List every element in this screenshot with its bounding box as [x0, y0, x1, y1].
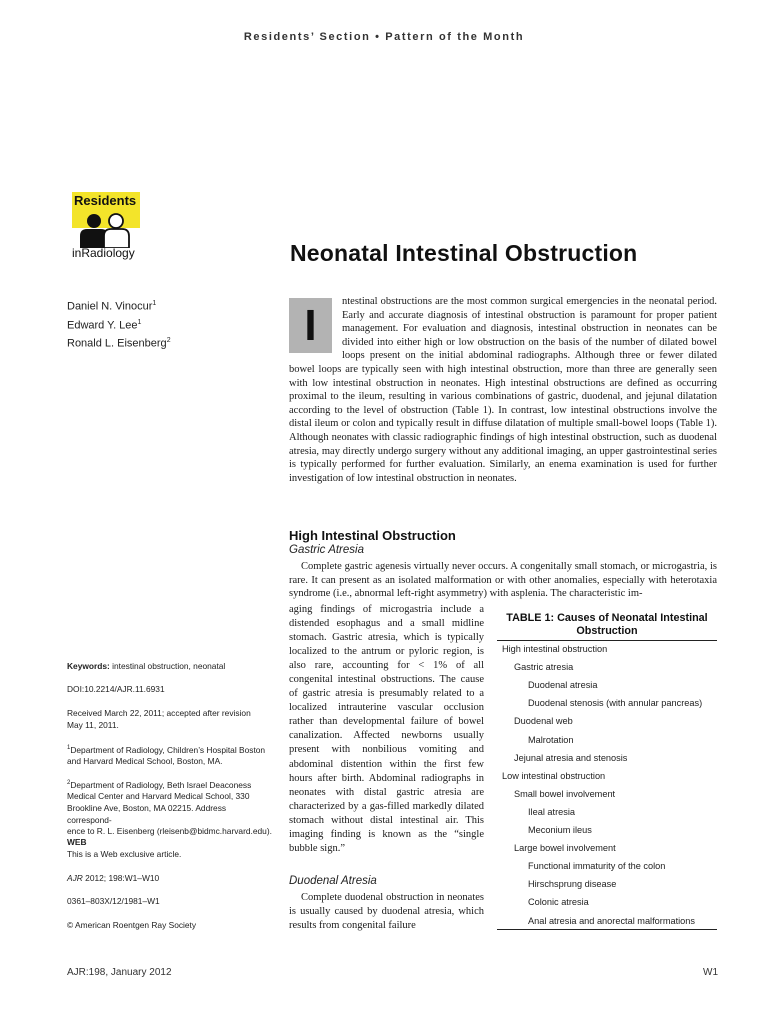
section-heading: High Intestinal Obstruction: [289, 528, 456, 543]
page-number: W1: [703, 967, 718, 978]
doi: DOI:10.2214/AJR.11.6931: [67, 684, 165, 694]
table-row: Anal atresia and anorectal malformations: [528, 915, 695, 926]
table-row: Small bowel involvement: [514, 788, 616, 799]
table-row: Low intestinal obstruction: [502, 770, 606, 781]
gastric-paragraph-continued: aging findings of microgastria include a distended esophagus and a small midline stomach. Gastric atresia, which is typically localized to the antrum or pyloric region, is also rare, accounting for < 1% of all congenital intestinal obstructions. The cause of gastric atresia is presumably related to a localized intrauterine vascular occlusion rather than developmental failure of bowel canalization. Affected newborns usually present with nonbilious vomiting and abdominal distention within the first few hours after birth. Abdominal radiographs in neonates with distal gastric atresia are characterized by a gas-filled markedly dilated stomach without distal intestinal air. This imaging finding is known as the “single bubble sign.”: [289, 604, 484, 854]
copyright: © American Roentgen Ray Society: [67, 920, 197, 930]
table-row: Hirschsprung disease: [528, 879, 617, 890]
table-row: Colonic atresia: [528, 897, 589, 908]
keywords: Keywords: intestinal obstruction, neonatal: [67, 661, 226, 671]
author: Ronald L. Eisenberg$^2$: [67, 337, 171, 350]
table-row: Jejunal atresia and stenosis: [514, 752, 628, 763]
table-bottom-rule: [497, 929, 717, 930]
author: Daniel N. Vinocur$^1$: [67, 300, 157, 313]
logo-bottom-text: inRadiology: [72, 246, 135, 260]
affiliation-1: $^1$Department of Radiology, Children’s Hospital Boston and Harvard Medical School, Boston, MA.: [67, 744, 266, 767]
running-header: Residents’ Section • Pattern of the Month: [243, 31, 525, 43]
citation: AJR 2012; 198:W1–W10: [67, 873, 160, 883]
table-row: Duodenal atresia: [528, 680, 598, 691]
table-row: Malrotation: [528, 734, 574, 745]
footer-journal: AJR:198, January 2012: [67, 967, 172, 978]
table-row: Duodenal stenosis (with annular pancreas): [528, 698, 703, 709]
received-dates: Received March 22, 2011; accepted after revision May 11, 2011.: [67, 708, 251, 730]
author: Edward Y. Lee$^1$: [67, 318, 142, 332]
table-row: Functional immaturity of the colon: [528, 861, 666, 872]
web-note: WEB This is a Web exclusive article.: [67, 837, 182, 859]
table-row: Duodenal web: [514, 716, 573, 727]
people-figures-icon: [72, 208, 140, 248]
article-title: Neonatal Intestinal Obstruction: [290, 240, 638, 266]
subsection-heading-duodenal: Duodenal Atresia: [289, 875, 377, 887]
affiliation-2: $^2$Department of Radiology, Beth Israel Deaconess Medical Center and Harvard Medical School, 330 Brookline Ave, Boston, MA 02215. Address correspond- ence to R. L. Eisenberg (rleisenb@bidmc.harvard.edu).: [67, 779, 272, 837]
author-list: [67, 296, 171, 352]
table-row: Large bowel involvement: [514, 843, 616, 854]
residents-in-radiology-logo: [72, 192, 142, 268]
table-row: Gastric atresia: [514, 662, 574, 673]
duodenal-paragraph: Complete duodenal obstruction in neonates is usually caused by duodenal atresia, which results from congenital failure: [289, 892, 484, 931]
table-row: High intestinal obstruction: [502, 644, 608, 654]
subsection-heading-gastric: Gastric Atresia: [289, 544, 364, 556]
table-top-rule: [497, 640, 717, 641]
intro-paragraph: [289, 295, 717, 485]
intro-text: ntestinal obstructions are the most common surgical emergencies in the neonatal period. Early and accurate diagnosis of intestinal obstruction is paramount for proper patient management. For evaluation and diagnosis, intestinal obstruction in neonates can be divided into either high or low obstruction on the basis of the number of dilated bowel loops present on the initial abdominal radiographs. Although three or fewer dilated bowel loops are typically seen with high intestinal obstruction, more than three are generally seen with low intestinal obstruction in neonates. High intestinal obstructions are defined as occurring proximal to the ileum, resulting in various combinations of gastric, duodenal, and jejunal dilatation according to the level of obstruction (Table 1). In contrast, low intestinal obstructions involve the distal ileum or colon and typically result in diffuse dilatation of multiple small-bowel loops (Table 1). Although neonates with classic radiographic findings of high intestinal obstruction, such as duodenal atresia, may directly undergo surgery without any additional imaging, an upper gastrointestinal series is typically performed for further evaluation. Similarly, an enema examination is used for further investigation of low intestinal obstruction in neonates.: [289, 296, 717, 484]
drop-cap: I: [289, 298, 332, 353]
table-row: Ileal atresia: [528, 806, 575, 817]
table-row: Meconium ileus: [528, 825, 592, 835]
logo-top-text: Residents: [72, 192, 140, 212]
table-title: TABLE 1: Causes of Neonatal Intestinal Obstruction: [506, 612, 708, 637]
issn: 0361–803X/12/1981–W1: [67, 896, 160, 906]
gastric-paragraph: Complete gastric agenesis virtually never occurs. A congenitally small stomach, or microgastria, is rare. It can present as an isolated malformation or with other anomalies, especially with heterotaxia syndrome (i.e., abnormal left-right asymmetry) with asplenia. The characteristic im-: [289, 561, 717, 600]
